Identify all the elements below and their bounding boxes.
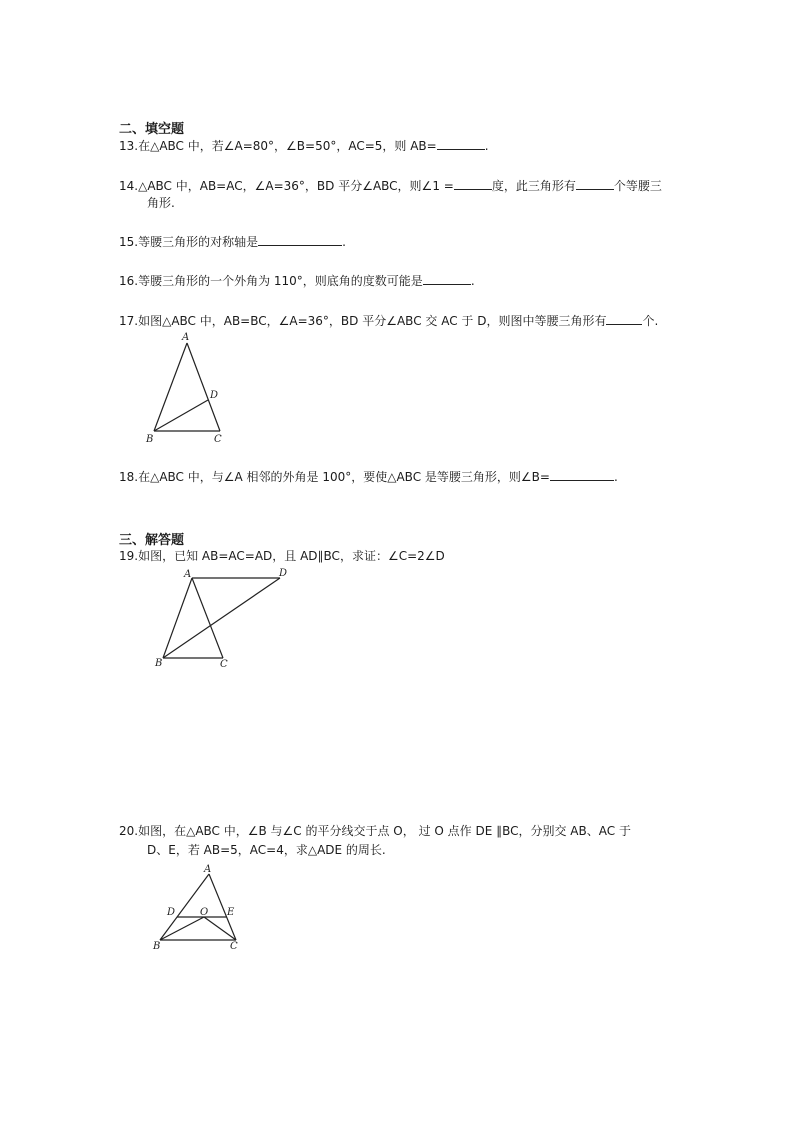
question-14	[119, 176, 709, 196]
question-14-continuation: 角形.	[147, 196, 175, 210]
question-17-end: 个.	[642, 314, 659, 328]
segment-ac	[192, 578, 223, 658]
question-16-end: .	[470, 274, 475, 288]
label-a: A	[182, 332, 190, 343]
question-13-end: .	[484, 139, 489, 153]
label-c: C	[214, 434, 222, 445]
question-14-text: 14.△ABC 中，AB=AC，∠A=36°，BD 平分∠ABC，则∠1 =	[119, 179, 454, 193]
segment-bd	[154, 400, 208, 431]
label-b: B	[153, 941, 161, 952]
figure-17-triangle	[140, 330, 240, 445]
question-13	[119, 136, 709, 156]
label-b: B	[146, 434, 154, 445]
question-14-text-b: 度，此三角形有	[491, 179, 576, 193]
answer-blank[interactable]	[576, 176, 614, 190]
question-15	[119, 232, 709, 252]
label-e: E	[227, 907, 235, 918]
answer-blank[interactable]	[423, 271, 471, 285]
segment-bo	[160, 917, 204, 940]
question-20-continuation: D、E，若 AB=5，AC=4，求△ADE 的周长.	[147, 843, 386, 857]
question-15-text: 15.等腰三角形的对称轴是	[119, 235, 259, 249]
label-c: C	[220, 659, 228, 670]
answer-blank[interactable]	[258, 232, 342, 246]
question-18	[119, 467, 709, 487]
segment-ab	[163, 578, 192, 658]
answer-blank[interactable]	[437, 136, 485, 150]
figure-19-triangle	[150, 565, 300, 675]
figure-20-triangle	[148, 862, 248, 957]
label-a: A	[204, 864, 212, 875]
section-title-fill-blank: 二、填空题	[119, 122, 185, 137]
segment-bd	[163, 578, 280, 658]
question-16-text: 16.等腰三角形的一个外角为 110°，则底角的度数可能是	[119, 274, 423, 288]
question-18-text: 18.在△ABC 中，与∠A 相邻的外角是 100°，要使△ABC 是等腰三角形，则∠B=	[119, 470, 550, 484]
label-d: D	[279, 568, 288, 579]
question-17-text: 17.如图△ABC 中，AB=BC，∠A=36°，BD 平分∠ABC 交 AC 于 D，则图中等腰三角形有	[119, 314, 607, 328]
question-20: 20.如图，在△ABC 中，∠B 与∠C 的平分线交于点 O， 过 O 点作 DE ∥BC，分别交 AB、AC 于	[119, 824, 631, 838]
answer-blank[interactable]	[606, 311, 642, 325]
label-b: B	[155, 658, 163, 669]
answer-blank[interactable]	[454, 176, 492, 190]
question-18-end: .	[613, 470, 618, 484]
segment-ac	[187, 343, 220, 431]
question-19: 19.如图，已知 AB=AC=AD，且 AD∥BC，求证：∠C=2∠D	[119, 549, 445, 563]
label-d: D	[210, 390, 219, 401]
answer-blank[interactable]	[550, 467, 614, 481]
question-14-text-c: 个等腰三	[613, 179, 662, 193]
section-title-answer: 三、解答题	[119, 533, 185, 548]
question-15-end: .	[342, 235, 346, 249]
question-16	[119, 271, 709, 291]
question-13-text: 13.在△ABC 中，若∠A=80°，∠B=50°，AC=5，则 AB=	[119, 139, 437, 153]
label-d: D	[167, 907, 176, 918]
label-o: O	[200, 907, 209, 918]
segment-ab	[154, 343, 187, 431]
label-c: C	[230, 941, 238, 952]
question-17	[119, 311, 709, 331]
label-a: A	[184, 569, 192, 580]
